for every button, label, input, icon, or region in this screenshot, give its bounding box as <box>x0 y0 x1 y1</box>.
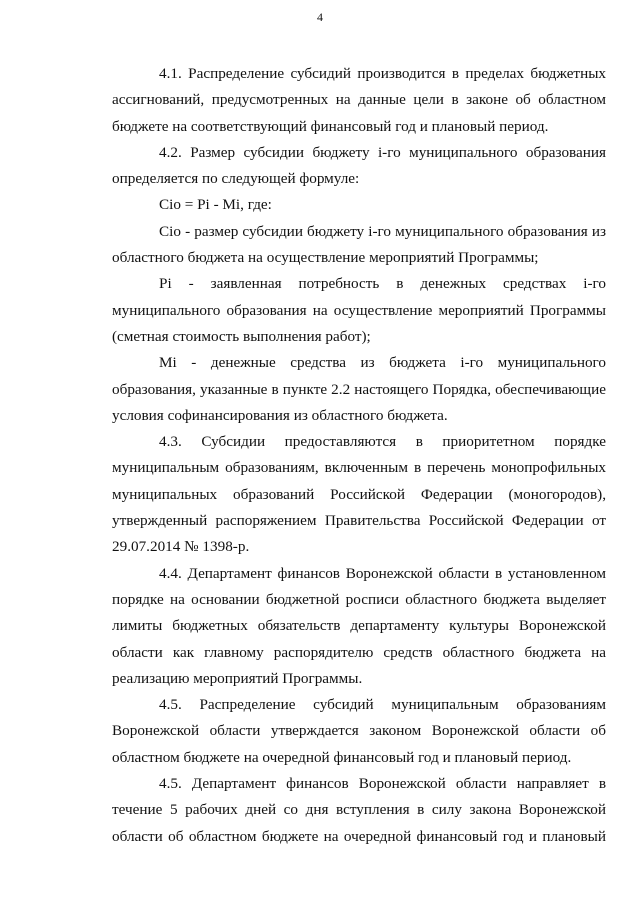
page-number: 4 <box>317 10 323 24</box>
document-body <box>112 61 606 850</box>
paragraph-4-4: 4.4. Департамент финансов Воронежской области в установленном порядке на основании бюджетной росписи областного бюджета выделяет лимиты бюджетных обязательств департаменту культуры Воронежской области как главному распорядителю средств областного бюджета на реализацию мероприятий Программы. <box>112 564 606 687</box>
formula-line: Сiо = Рi - Мi, где: <box>159 196 272 214</box>
paragraph-4-3: 4.3. Субсидии предоставляются в приоритетном порядке муниципальным образованиям, включенным в перечень монопрофильных муниципальных образований Российской Федерации (моногородов), утвержденный распоряжением Правительства Российской Федерации от 29.07.2014 № 1398-р. <box>112 433 606 556</box>
definition-cio: Сiо - размер субсидии бюджету i-го муниципального образования из областного бюджета на осуществление мероприятий Программы; <box>112 222 606 267</box>
definition-mi: Мi - денежные средства из бюджета i-го муниципального образования, указанные в пункте 2.2 настоящего Порядка, обеспечивающие условия софинансирования из областного бюджета. <box>112 354 606 424</box>
paragraph-4-5-b: 4.5. Департамент финансов Воронежской области направляет в течение 5 рабочих дней со дня вступления в силу закона Воронежской области об областном бюджете на очередной финансовый год и плановый <box>112 775 606 845</box>
paragraph-4-2: 4.2. Размер субсидии бюджету i-го муниципального образования определяется по следующей формуле: <box>112 143 606 188</box>
definition-pi: Рi - заявленная потребность в денежных средствах i-го муниципального образования на осуществление мероприятий Программы (сметная стоимость выполнения работ); <box>112 275 606 345</box>
paragraph-4-1: 4.1. Распределение субсидий производится в пределах бюджетных ассигнований, предусмотренных на данные цели в законе об областном бюджете на соответствующий финансовый год и плановый период. <box>112 65 606 135</box>
paragraph-4-5-a: 4.5. Распределение субсидий муниципальным образованиям Воронежской области утверждается законом Воронежской области об областном бюджете на очередной финансовый год и плановый период. <box>112 696 606 766</box>
